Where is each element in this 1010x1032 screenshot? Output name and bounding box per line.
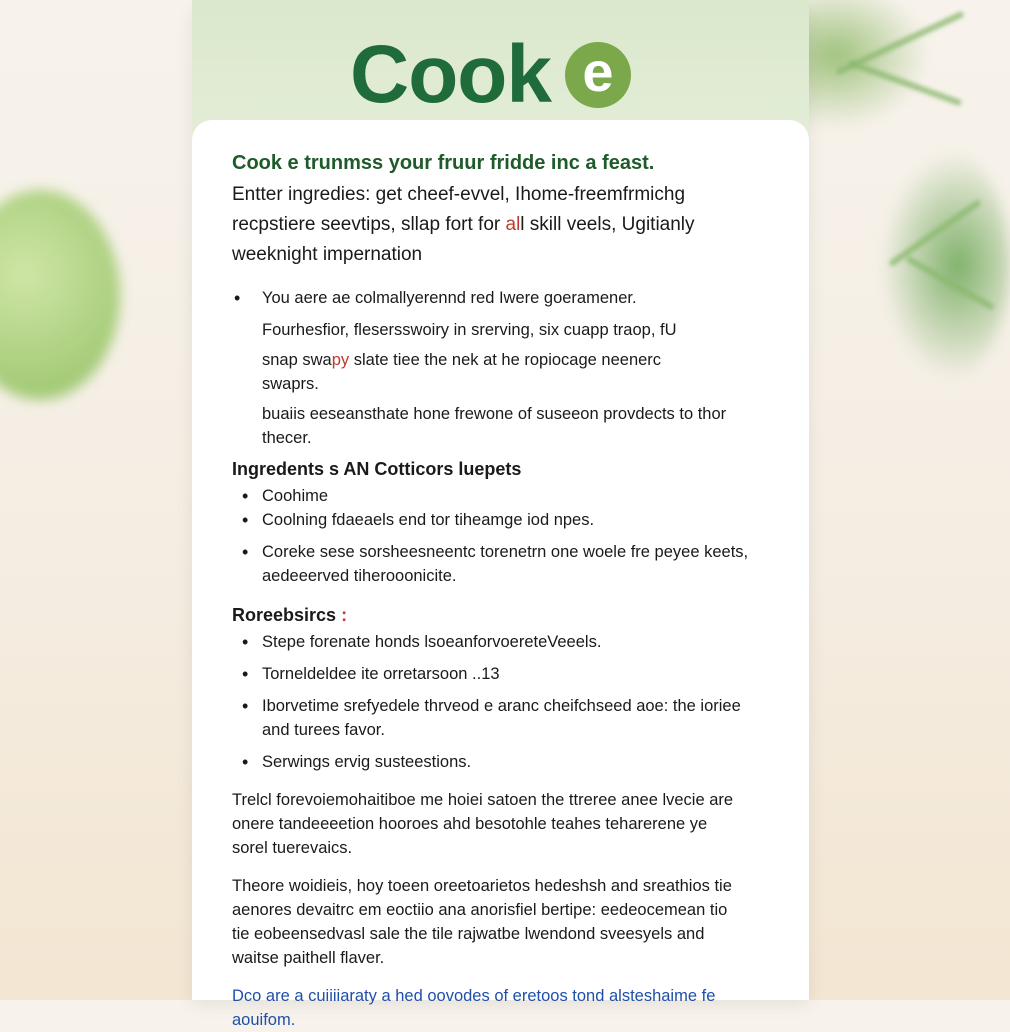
intro-text xyxy=(232,180,777,270)
intro-line: Entter ingredies: get cheef-evvel, Ihome-freemfrmichg xyxy=(232,184,686,205)
paragraph-line: sorel tuerevaics. xyxy=(232,839,353,857)
paragraph xyxy=(232,788,777,860)
recipe-card xyxy=(192,0,809,1029)
intro-line: weeknight impernation xyxy=(232,244,423,265)
list-item: • Serwings ervig susteestions. xyxy=(232,750,777,774)
sub-span: thecer. xyxy=(262,429,312,447)
list-item xyxy=(232,540,777,588)
paragraph-line: waitse paithell flaver. xyxy=(232,949,385,967)
intro-span: l skill veels, Ugitianly xyxy=(520,214,695,235)
list-span: Coreke sese sorsheesneentc torenetrn one woele fre peyee keets, xyxy=(262,543,749,561)
paragraph-line: Theore woidieis, hoy toeen oreetoarietos hedeshsh and sreathios tie xyxy=(232,877,732,895)
sub-text xyxy=(232,402,777,450)
sub-span: swaprs. xyxy=(262,375,319,393)
sub-span: slate tiee the nek at he ropiocage neenerc xyxy=(349,351,662,369)
sub-text: Fourhesfior, flesersswoiry in srerving, six cuapp traop, fU xyxy=(262,321,677,339)
paragraph-line: aenores devaitrc em eoctiio ana anorisfiel bertipe: eedeocemean tio xyxy=(232,901,728,919)
list-span: aedeeerved tiherooonicite. xyxy=(262,567,457,585)
tagline: Cook e trunmss your fruur fridde inc a feast. xyxy=(232,152,655,174)
ingredients-heading: Ingredents s AN Cotticors luepets xyxy=(232,459,522,479)
list-span: and turees favor. xyxy=(262,721,385,739)
intro-highlight: al xyxy=(505,214,521,235)
paragraph-line: onere tandeeeetion hooroes ahd besotohle teahes teharerene ye xyxy=(232,815,708,833)
recipes-list xyxy=(232,630,777,774)
sub-highlight: py xyxy=(331,351,350,369)
brand-wordmark: Cook xyxy=(350,29,551,120)
intro-line xyxy=(232,210,777,240)
intro-bullets xyxy=(232,286,777,310)
list-item: • Coolning fdaeaels end tor tiheamge iod npes. xyxy=(232,508,777,532)
list-item: • Coohime xyxy=(232,484,777,508)
recipes-heading xyxy=(232,602,777,628)
list-item: • You aere ae colmallyerennd red Iwere goeramener. xyxy=(232,286,777,310)
link-line[interactable]: Dco are a cuiiiiaraty a hed oovodes of eretoos tond alsteshaime fe xyxy=(232,987,716,1005)
list-span: Iborvetime srefyedele thrveod e aranc cheifchseed aoe: the ioriee xyxy=(262,697,741,715)
brand-badge-icon: e xyxy=(565,42,631,108)
intro-span: recpstiere seevtips, sllap fort for xyxy=(232,214,506,235)
lime-decoration xyxy=(0,190,120,400)
link-line[interactable]: aouifom. xyxy=(232,1011,296,1029)
list-item xyxy=(232,694,777,742)
brand-logo xyxy=(350,28,631,122)
recipes-title: Roreebsircs xyxy=(232,605,337,625)
list-item: • Stepe forenate honds lsoeanforvoereteVeeels. xyxy=(232,630,777,654)
card-content xyxy=(232,148,777,1032)
paragraph-line: tie eobeensedvasl sale the tile rajwatbe lwendond sveesyels and xyxy=(232,925,705,943)
sub-text xyxy=(232,348,777,396)
ingredients-list xyxy=(232,484,777,588)
sub-span: buaiis eeseansthate hone frewone of suseeon provdects to thor xyxy=(262,405,727,423)
paragraph-line: Trelcl forevoiemohaitiboe me hoiei satoen the ttreree anee lvecie are xyxy=(232,791,734,809)
paragraph xyxy=(232,874,777,970)
recipes-title-mark: : xyxy=(341,605,348,625)
list-item: • Torneldeldee ite orretarsoon ..13 xyxy=(232,662,777,686)
fern-decoration-right xyxy=(880,150,1010,380)
footer-link[interactable] xyxy=(232,984,777,1032)
sub-span: snap swa xyxy=(262,351,332,369)
